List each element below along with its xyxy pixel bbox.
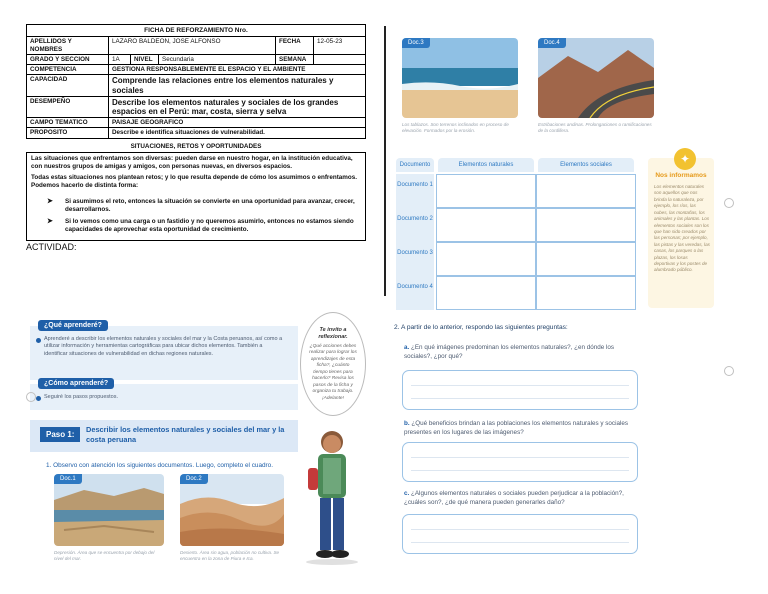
list-item — [31, 198, 361, 215]
question-a-text: ¿En qué imágenes predominan los elementos naturales?, ¿en dónde los sociales?, ¿por qué? — [404, 344, 615, 360]
depression-landscape-image — [54, 474, 164, 546]
question-b-text: ¿Qué beneficios brindan a las poblaciones los elementos naturales y sociales presentes en los lugares de las imágenes? — [404, 420, 629, 436]
col-elementos-sociales: Elementos sociales — [538, 158, 634, 172]
arrow-bullet-icon: ➤ — [47, 197, 53, 205]
question-c — [404, 490, 634, 508]
grado-label: GRADO Y SECCION — [27, 54, 109, 64]
doc3-caption: Los tablazos. Son terrenos inclinados en proceso de elevación. Formados por la erosión. — [402, 122, 509, 133]
como-aprendere-text: Seguiré los pasos propuestos. — [44, 394, 118, 400]
bubble-title: Te invito a reflexionar. — [318, 327, 348, 341]
doc1-caption: Depresión. Área que se encuentra por debajo del nivel del mar. — [54, 550, 155, 561]
fecha-label: FECHA — [276, 37, 314, 54]
info-text: Los elementos naturales son aquellos que nos brinda la naturaleza, por ejemplo, los ríos, las nubes, las montañas, los animales y las plantas. Los elementos sociales son los que han sido creados por las personas; por ejemplo, las pistas y las veredas, las casas, los parques o las plazas, los losas deportivas y los postes de alumbrado público. — [654, 184, 710, 273]
question-c-letter: c. — [404, 490, 410, 497]
paso-banner — [30, 420, 298, 452]
desempeno-value: Describe los elementos naturales y sociales de los grandes espacios en el Perú: mar, costa, sierra y selva — [109, 96, 366, 117]
naturales-cell-3[interactable] — [436, 242, 536, 276]
answer-line — [411, 385, 629, 386]
bullet-dot-icon — [36, 338, 41, 343]
table-row — [396, 242, 636, 276]
info-title: Nos informamos — [655, 172, 707, 179]
page-divider — [384, 26, 386, 296]
campo-value: PAISAJE GEOGRAFICO — [109, 118, 366, 128]
mountain-road-image — [538, 38, 654, 118]
binder-hole-icon — [26, 392, 36, 402]
beach-image — [402, 38, 518, 118]
row-label: Documento 4 — [396, 276, 434, 310]
grado-value: 1A — [109, 54, 131, 64]
question-b — [404, 420, 634, 438]
table-row — [396, 208, 636, 242]
question-a-letter: a. — [404, 344, 410, 351]
list-item — [31, 218, 361, 235]
table-row — [396, 174, 636, 208]
naturales-cell-4[interactable] — [436, 276, 536, 310]
situaciones-p2: Todas estas situaciones nos plantean retos; y lo que resulta depende de cómo los asumimos o enfrentamos. Podemos hacerlo de distinta forma: — [31, 173, 358, 190]
apellidos-label: APELLIDOS Y NOMBRES — [27, 37, 109, 54]
reflection-bubble — [300, 312, 366, 416]
semana-value — [314, 54, 366, 64]
doc1-photo — [54, 474, 164, 546]
doc2-photo — [180, 474, 284, 546]
doc1-label: Doc.1 — [54, 474, 82, 484]
naturales-cell-1[interactable] — [436, 174, 536, 208]
que-aprendere-text: Aprenderé a describir los elementos naturales y sociales del mar y la Costa peruanos, así como a utilizar información y herramientas cartográficas para ubicar dichos elementos. También a identificar situaciones de vulnerabilidad en dichas regiones naturales. — [44, 336, 283, 357]
ficha-section — [26, 24, 366, 252]
answer-line — [411, 542, 629, 543]
competencia-value: GESTIONA RESPONSABLEMENTE EL ESPACIO Y EL AMBIENTE — [109, 65, 366, 75]
row-label: Documento 2 — [396, 208, 434, 242]
que-aprendere-panel — [30, 322, 298, 380]
answer-c-box[interactable] — [402, 514, 638, 554]
binder-hole-icon — [724, 366, 734, 376]
sociales-cell-2[interactable] — [536, 208, 636, 242]
row-label: Documento 3 — [396, 242, 434, 276]
desempeno-label: DESEMPEÑO — [27, 96, 109, 117]
proposito-value: Describe e identifica situaciones de vulnerabilidad. — [109, 128, 366, 138]
ficha-title: FICHA DE REFORZAMIENTO Nro. — [27, 25, 366, 37]
lightbulb-icon: ✦ — [674, 148, 696, 170]
que-aprendere-heading: ¿Qué aprenderé? — [38, 320, 108, 331]
sociales-cell-4[interactable] — [536, 276, 636, 310]
answer-line — [411, 470, 629, 471]
semana-label: SEMANA — [276, 54, 314, 64]
observe-instruction: 1. Observo con atención los siguientes documentos. Luego, completo el cuadro. — [46, 462, 274, 469]
bullet-dot-icon — [36, 396, 41, 401]
doc4-photo — [538, 38, 654, 118]
nivel-value: Secundaria — [159, 54, 276, 64]
row-label: Documento 1 — [396, 174, 434, 208]
col-documento: Documento — [396, 158, 434, 172]
ficha-table — [26, 24, 366, 139]
answer-line — [411, 398, 629, 399]
arrow-bullet-icon: ➤ — [47, 217, 53, 225]
capacidad-label: CAPACIDAD — [27, 75, 109, 96]
paso-text: Describir los elementos naturales y sociales del mar y la costa peruana — [86, 425, 285, 444]
doc4-label: Doc.4 — [538, 38, 566, 48]
situaciones-b2: Si lo vemos como una carga o un fastidio y no queremos asumirlo, entonces no estamos siendo capacidades de aprovechar esta oportunidad de crecimiento. — [65, 217, 354, 234]
documents-table — [396, 158, 636, 338]
answer-a-box[interactable] — [402, 370, 638, 410]
col-elementos-naturales: Elementos naturales — [438, 158, 534, 172]
nos-informamos-panel — [648, 152, 714, 308]
desert-dunes-image — [180, 474, 284, 546]
student-illustration — [298, 428, 366, 566]
doc4-caption: Estribaciones andinas. Prolongaciones o ramificaciones de la cordillera. — [538, 122, 652, 133]
doc3-label: Doc.3 — [402, 38, 430, 48]
actividad-label: ACTIVIDAD: — [26, 241, 77, 252]
booklet-page — [30, 312, 366, 570]
campo-label: CAMPO TEMATICO — [27, 118, 109, 128]
answer-line — [411, 529, 629, 530]
capacidad-value: Comprende las relaciones entre los elementos naturales y sociales — [109, 75, 366, 96]
fecha-value: 12-05-23 — [314, 37, 366, 54]
table-row — [396, 276, 636, 310]
answer-line — [411, 457, 629, 458]
booklet-right-page — [392, 28, 742, 568]
situaciones-box — [26, 152, 366, 241]
naturales-cell-2[interactable] — [436, 208, 536, 242]
situaciones-b1: Si asumimos el reto, entonces la situación se convierte en una oportunidad para avanzar, crecer, desarrollarnos. — [65, 197, 355, 214]
paso-number: Paso 1: — [40, 427, 80, 442]
como-aprendere-heading: ¿Cómo aprenderé? — [38, 378, 114, 389]
question-b-letter: b. — [404, 420, 410, 427]
proposito-label: PROPOSITO — [27, 128, 109, 138]
question-a — [404, 344, 634, 362]
doc3-photo — [402, 38, 518, 118]
apellidos-value: LAZARO BALDEON, JOSE ALFONSO — [109, 37, 276, 54]
answer-b-box[interactable] — [402, 442, 638, 482]
situaciones-p1: Las situaciones que enfrentamos son diversas: pueden darse en nuestro hogar, en la institución educativa, con nuestros grupos de amigas y amigos, con personas nuevas, en diversos espacios. — [31, 154, 353, 171]
question-2-heading: 2. A partir de lo anterior, respondo las siguientes preguntas: — [394, 324, 568, 331]
binder-hole-icon — [724, 198, 734, 208]
competencia-label: COMPETENCIA — [27, 65, 109, 75]
doc2-label: Doc.2 — [180, 474, 208, 484]
como-aprendere-panel — [30, 380, 298, 410]
situaciones-list — [31, 198, 361, 235]
situaciones-title: SITUACIONES, RETOS Y OPORTUNIDADES — [130, 142, 262, 150]
nivel-label: NIVEL — [131, 54, 159, 64]
sociales-cell-1[interactable] — [536, 174, 636, 208]
question-c-text: ¿Algunos elementos naturales o sociales pueden perjudicar a la población?, ¿cuáles son?, ¿de qué manera pueden generarles daño? — [404, 490, 624, 506]
sociales-cell-3[interactable] — [536, 242, 636, 276]
bubble-text: ¿Qué acciones debes realizar para lograr los aprendizajes de esta ficha?, ¿cuánto tiempo tienes para hacerlo? Revisa los pasos de la ficha y organiza tu trabajo. ¡Adelante! — [309, 343, 357, 401]
doc2-caption: Desierto. Área sin agua, población no cultiva. Se encuentra en la zona de Piura e Ica. — [180, 550, 280, 561]
